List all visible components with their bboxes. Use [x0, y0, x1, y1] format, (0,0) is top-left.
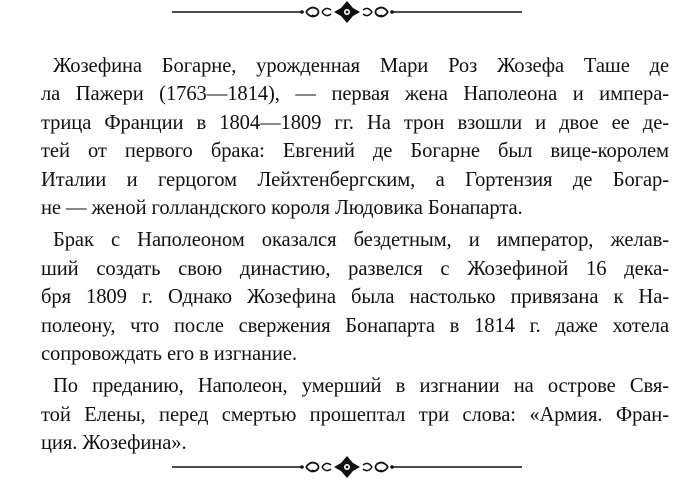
document-body — [29, 52, 669, 458]
paragraph-3 — [29, 372, 669, 457]
paragraph-2 — [29, 226, 669, 368]
top-ornament — [0, 0, 696, 24]
text-line: не — женой голландского короля Людовика Бонапарта. — [41, 197, 523, 220]
text-line: полеону, что после свержения Бонапарта в 1814 г. даже хотела — [41, 314, 669, 337]
floral-divider-icon — [172, 456, 522, 478]
text-line: трица Франции в 1804—1809 гг. На трон взошли и двое ее де- — [41, 111, 669, 134]
text-line: ший создать свою династию, развелся с Жозефиной 16 дека- — [41, 257, 669, 280]
text-line: ла Пажери (1763—1814), — первая жена Наполеона и импера- — [41, 83, 669, 106]
text-line: ция. Жозефина». — [41, 432, 187, 455]
text-line: Брак с Наполеоном оказался бездетным, и император, желав- — [53, 229, 669, 252]
text-line: тей от первого брака: Евгений де Богарне был вице-королем — [41, 140, 669, 163]
text-line: Жозефина Богарне, урожденная Мари Роз Жозефа Таше де — [53, 55, 669, 77]
paragraph-1 — [29, 52, 669, 222]
text-line: Италии и герцогом Лейхтенбергским, а Гортензия де Богар- — [41, 168, 669, 191]
text-line: сопровождать его в изгнание. — [41, 343, 297, 366]
bottom-ornament — [0, 455, 696, 479]
text-line: той Елены, перед смертью прошептал три слова: «Армия. Фран- — [41, 403, 669, 426]
text-line: По преданию, Наполеон, умерший в изгнании на острове Свя- — [53, 375, 669, 398]
text-line: бря 1809 г. Однако Жозефина была настолько привязана к На- — [41, 286, 669, 309]
floral-divider-icon — [172, 1, 522, 23]
